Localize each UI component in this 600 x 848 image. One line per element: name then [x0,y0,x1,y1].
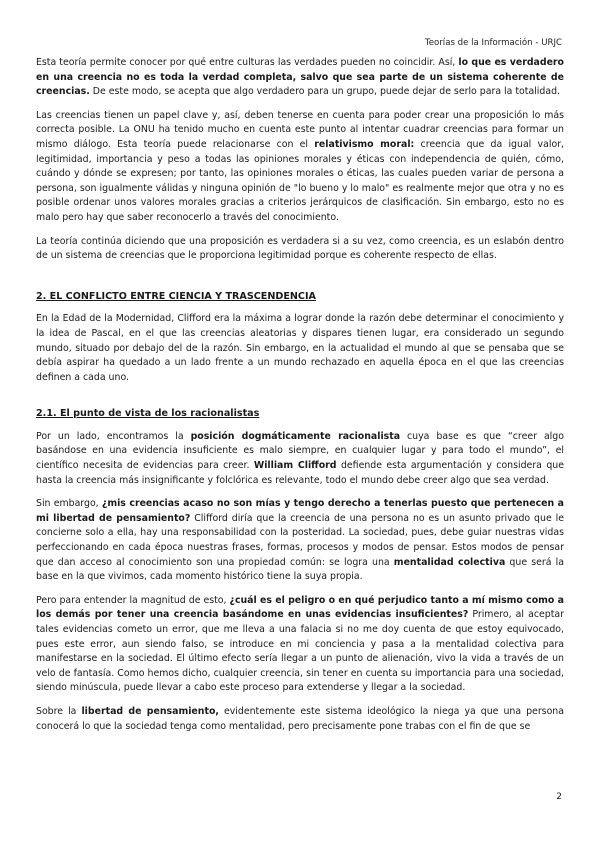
bold-question: ¿mis creencias acaso no son mías y tengo derecho a tenerlas puesto que pertenecen a mi libertad de pensamiento? [36,498,564,524]
page-content [36,56,564,743]
paragraph-1: Esta teoría permite conocer por qué entre culturas las verdades pueden no coincidir. Así, lo que es verdadero en una creencia no es toda la verdad completa, salvo que sea parte de un sistema coherente de creencias. De este modo, se acepta que algo verdadero para un grupo, puede dejar de serlo para la totalidad. [36,57,564,98]
paragraph-2: Las creencias tienen un papel clave y, así, deben tenerse en cuenta para poder crear una proposición lo más correcta posible. La ONU ha tenido mucho en cuenta este punto al intentar cuadrar creencias para formar un mismo diálogo. Esta teoría puede relacionarse con el relativismo moral: creencia que da igual valor, legitimidad, importancia y peso a todas las opiniones morales y éticas con independencia de quién, cómo, cuándo y dónde se expresen; por tanto, las opiniones morales o éticas, las cuales pueden variar de persona a persona, son igualmente válidas y ninguna opinión de "lo bueno y lo malo" es realmente mejor que otra y no es posible ordenar unos valores morales gracias a criterios jerárquicos de clasificación. Sin embargo, esto no es malo pero hay que saber reconocerlo a través del conocimiento. [36,109,565,223]
paragraph-4: En la Edad de la Modernidad, Clifford era la máxima a lograr donde la razón debe determinar el conocimiento y la idea de Pascal, en el que las creencias aleatorias y dispares tienen lugar, era considerado un segundo mundo, situado por debajo del de la razón. Sin embargo, en la actualidad el mundo al que se pensaba que se debía aspirar ha quedado a un lado frente a un mundo rechazado en aquella época en el que las creencias definen a cada uno. [36,313,564,383]
page-number: 2 [556,792,562,802]
paragraph-3: La teoría continúa diciendo que una proposición es verdadera si a su vez, como creencia, es un eslabón dentro de un sistema de creencias que le proporciona legitimidad porque es coherente respecto de ellas. [36,235,564,262]
bold-phrase: relativismo moral: [314,138,415,150]
bold-phrase: libertad de pensamiento, [81,705,219,717]
bold-question: ¿cuál es el peligro o en qué perjudico tanto a mí mismo como a los demás por tener una creencia basándome en unas evidencias insuficientes? [36,594,564,621]
paragraph-7: Pero para entender la magnitud de esto, ¿cuál es el peligro o en qué perjudico tanto a mí mismo como a los demás por tener una creencia basándome en unas evidencias insuficientes? Primero, al aceptar tales evidencias cometo un error, que me lleva a una falacia si no me doy cuenta de que estoy equivocado, pues este error, aun siendo falso, se introduce en mi conciencia y pasa a la mentalidad colectiva para manifestarse en la sociedad. El último efecto sería llegar a un punto de alienación, vivo la vida a través de un velo de fantasía. Como hemos dicho, cualquier creencia, sin tener en cuenta su importancia para una sociedad, siendo minúscula, puede llevar a cabo este proceso para extenderse y llegar a la sociedad. [36,594,564,694]
bold-phrase: William Clifford [253,460,337,472]
paragraph-6: Sin embargo, ¿mis creencias acaso no son mías y tengo derecho a tenerlas puesto que pertenecen a mi libertad de pensamiento? Clifford diría que la creencia de una persona no es un asunto privado que le concierne solo a ella, hay una responsabilidad con la posteridad. La sociedad, pues, debe guiar nuestras vidas perfeccionando en cada época nuestras frases, formas, procesos y modos de pensar. Estos modos de pensar que dan acceso al conocimiento son una propiedad común: se logra una mentalidad colectiva que será la base en la que vivimos, cada momento histórico tiene la suya propia. [36,498,564,583]
section-2-heading: 2. EL CONFLICTO ENTRE CIENCIA Y TRASCENDENCIA [36,290,316,302]
section-2-1-heading: 2.1. El punto de vista de los racionalistas [36,408,260,420]
paragraph-8: Sobre la libertad de pensamiento, evidentemente este sistema ideológico la niega ya que una persona conocerá lo que la sociedad tenga como mentalidad, pero precisamente pone trabas con el fin de que se [36,705,564,732]
paragraph-5: Por un lado, encontramos la posición dogmáticamente racionalista cuya base es que “creer algo basándose en una evidencia insuficiente es malo siempre, en cualquier lugar y para todo el mundo”, el científico necesita de evidencias para creer. William Clifford defiende esta argumentación y considera que hasta la creencia más insignificante y folclórica es relevante, todo el mundo debe creer algo que sea verdad. [36,430,564,486]
page-header: Teorías de la Información - URJC [424,38,562,48]
bold-phrase: mentalidad colectiva [393,556,506,568]
bold-phrase: posición dogmáticamente racionalista [190,430,401,442]
bold-phrase: lo que es verdadero en una creencia no es toda la verdad completa, salvo que sea parte de un sistema coherente de creencias. [36,57,564,98]
